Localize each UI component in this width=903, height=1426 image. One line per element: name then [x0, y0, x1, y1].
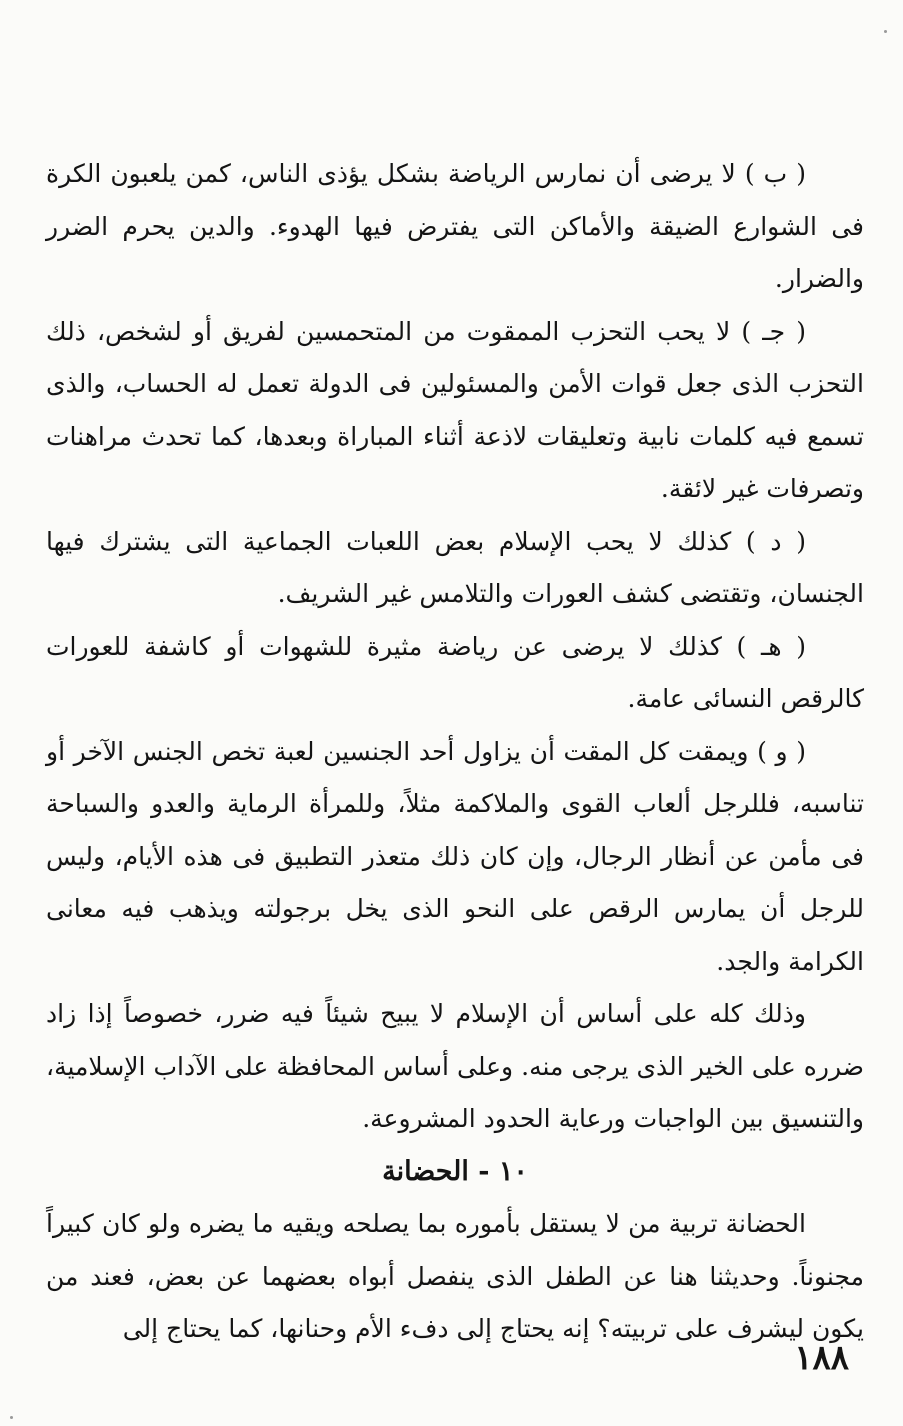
paragraph-conclusion: وذلك كله على أساس أن الإسلام لا يبيح شيئاً فيه ضرر، خصوصاً إذا زاد ضرره على الخير الذى يرجى منه. وعلى أساس المحافظة على الآداب الإسلامية، والتنسيق بين الواجبات ورعاية الحدود المشروعة. [46, 999, 864, 1133]
paragraph-jim: ( جـ ) لا يحب التحزب الممقوت من المتحمسين لفريق أو لشخص، ذلك التحزب الذى جعل قوات الأمن والمسئولين فى الدولة تعمل له الحساب، والذى تسمع فيه كلمات نابية وتعليقات لاذعة أثناء المباراة وبعدها، كما تحدث مراهنات وتصرفات غير لائقة. [46, 316, 864, 503]
paragraph-dal: ( د ) كذلك لا يحب الإسلام بعض اللعبات الجماعية التى يشترك فيها الجنسان، وتقتضى كشف العورات والتلامس غير الشريف. [46, 526, 864, 608]
paragraph-waw: ( و ) ويمقت كل المقت أن يزاول أحد الجنسين لعبة تخص الجنس الآخر أو تناسبه، فللرجل ألعاب القوى والملاكمة مثلاً، وللمرأة الرماية والعدو والسباحة فى مأمن عن أنظار الرجال، وإن كان ذلك متعذر التطبيق فى هذه الأيام، وليس للرجل أن يمارس الرقص على النحو الذى يخل برجولته ويذهب فيه معانى الكرامة والجد. [46, 736, 864, 976]
paragraph-ha: ( هـ ) كذلك لا يرضى عن رياضة مثيرة للشهوات أو كاشفة للعورات كالرقص النسائى عامة. [46, 631, 864, 713]
section-paragraph: الحضانة تربية من لا يستقل بأموره بما يصلحه ويقيه ما يضره ولو كان كبيراً مجنوناً. وحديثنا هنا عن الطفل الذى ينفصل أبواه بعضهما عن بعض، فعند من يكون ليشرف على تربيته؟ إنه يحتاج إلى دفء الأم وحنانها، كما يحتاج إلى [46, 1209, 864, 1343]
page-number: ١٨٨ [794, 1338, 849, 1378]
paragraph-b: ( ب ) لا يرضى أن نمارس الرياضة بشكل يؤذى الناس، كمن يلعبون الكرة فى الشوارع الضيقة والأماكن التى يفترض فيها الهدوء. والدين يحرم الضرر والضرار. [46, 159, 864, 293]
scan-speck [884, 30, 887, 33]
section-heading: ١٠ - الحضانة [382, 1155, 528, 1187]
scan-speck [10, 1416, 13, 1419]
page-body [46, 148, 864, 1356]
